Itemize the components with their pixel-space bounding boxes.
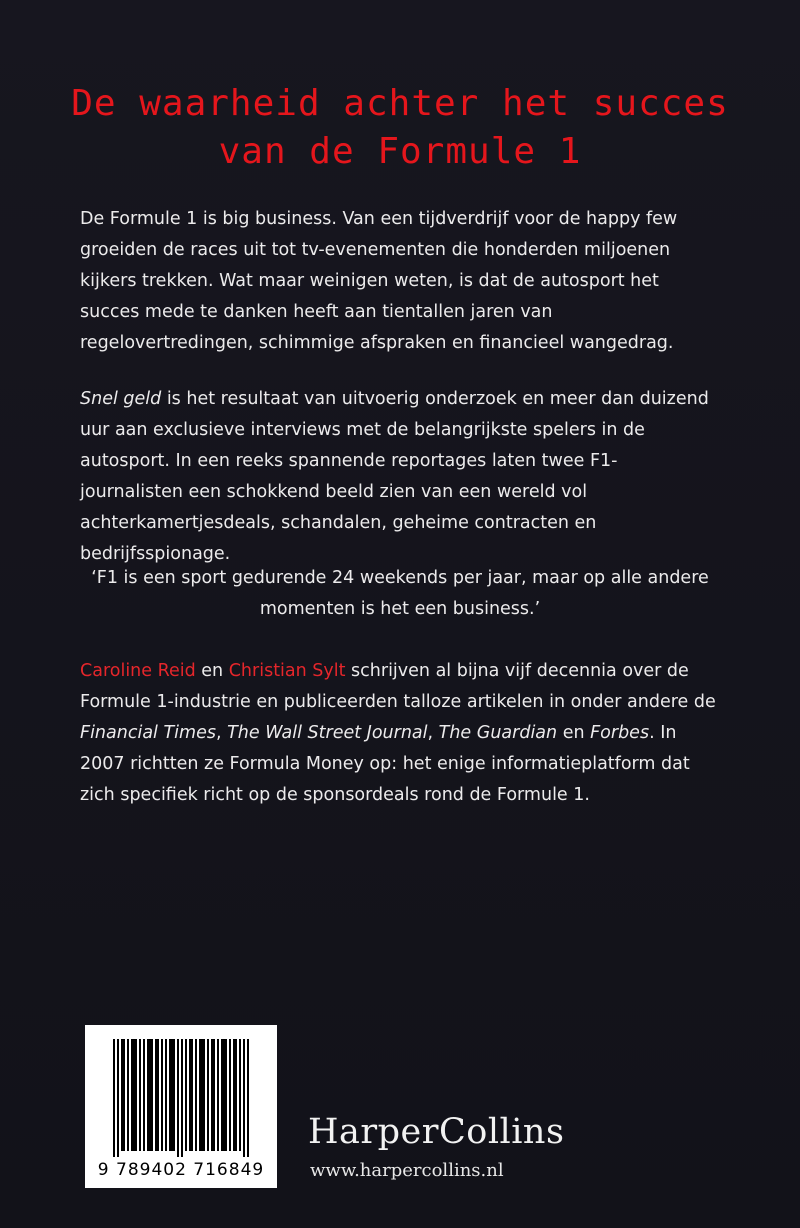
pub-wall-street-journal: The Wall Street Journal — [227, 723, 428, 743]
author-christian-sylt: Christian Sylt — [228, 661, 346, 681]
conjunction: en — [195, 661, 229, 681]
blurb-paragraph-2 — [80, 384, 720, 570]
bio-text-b: . In 2007 richtten ze Formula Money op: het enige informatieplatform dat zich specifiek richt op de sponsordeals rond de Formule 1. — [80, 723, 690, 805]
separator-1: , — [215, 723, 228, 743]
headline-line-2: van de Formule 1 — [218, 131, 582, 172]
barcode — [85, 1025, 277, 1188]
author-bio — [80, 656, 720, 811]
pull-quote: ‘F1 is een sport gedurende 24 weekends per jaar, maar op alle andere momenten is het een business.’ — [91, 568, 709, 619]
author-caroline-reid: Caroline Reid — [80, 661, 196, 681]
paragraph-2-text: is het resultaat van uitvoerig onderzoek en meer dan duizend uur aan exclusieve interviews met de belangrijkste spelers in de autosport. In een reeks spannende reportages laten twee F1-journalisten een schokkend beeld zien van een wereld vol achterkamertjesdeals, schandalen, geheime contracten en bedrijfsspionage. — [80, 389, 709, 564]
book-title: Snel geld — [80, 389, 162, 409]
isbn-number: 9 789402 716849 — [97, 1160, 265, 1180]
publisher-logo: HarperCollins — [308, 1112, 565, 1152]
pub-forbes: Forbes — [590, 723, 650, 743]
pub-guardian: The Guardian — [438, 723, 558, 743]
barcode-icon — [97, 1039, 265, 1157]
headline — [0, 80, 800, 176]
bio-text-a: schrijven al bijna vijf decennia over de Formule 1-industrie en publiceerden talloze artikelen in onder andere de — [80, 661, 716, 712]
headline-line-1: De waarheid achter het succes — [71, 83, 729, 124]
pub-financial-times: Financial Times — [80, 723, 216, 743]
blurb-paragraph-1: De Formule 1 is big business. Van een tijdverdrijf voor de happy few groeiden de races uit tot tv-evenementen die honderden miljoenen kijkers trekken. Wat maar weinigen weten, is dat de autosport het succes mede te danken heeft aan tientallen jaren van regelovertredingen, schimmige afspraken en financieel wangedrag. — [80, 209, 678, 353]
separator-2: , — [427, 723, 439, 743]
publisher-website: www.harpercollins.nl — [310, 1160, 504, 1181]
separator-3: en — [557, 723, 591, 743]
